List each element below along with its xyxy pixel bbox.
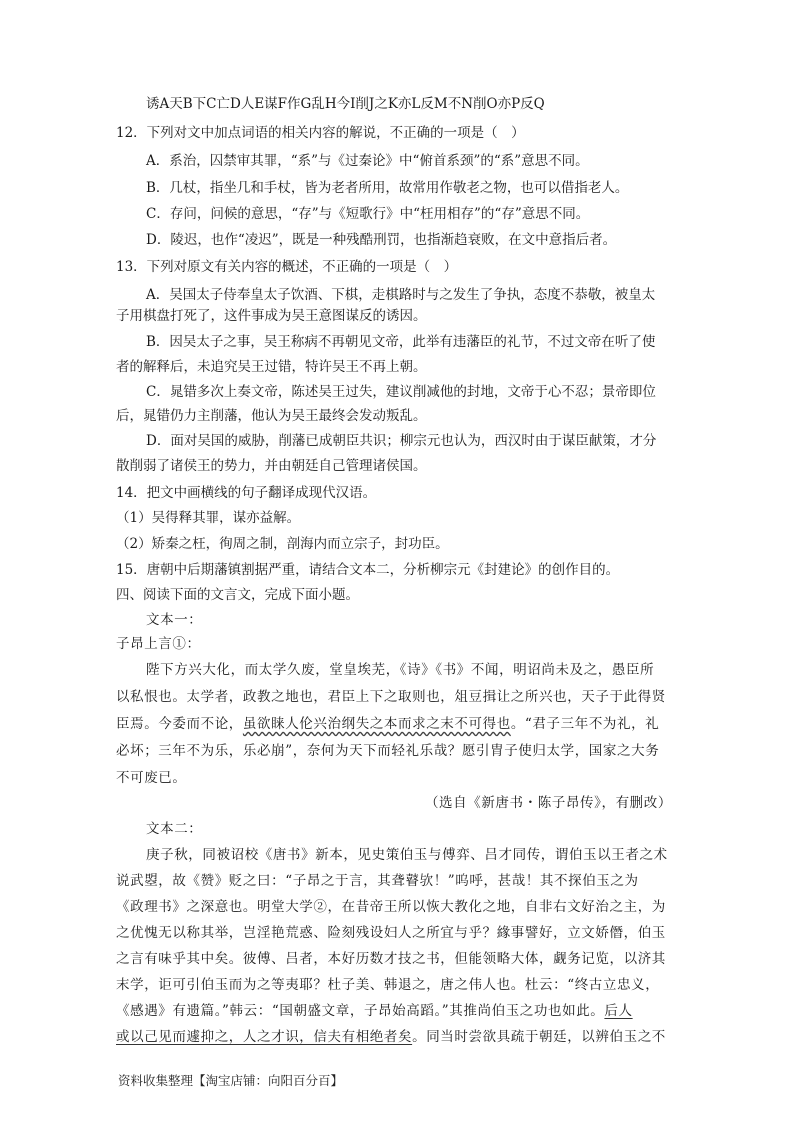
text1-para-line2: 以私恨也。太学者，政教之地也，君臣上下之取则也，俎豆揖让之所兴也，天子于此得贤 xyxy=(116,689,666,705)
q13-option-a-line1: A．吴国太子侍奉皇太子饮酒、下棋，走棋路时与之发生了争执，态度不恭敬，被皇太 xyxy=(146,287,656,303)
text2-para-line2: 说武曌，故《赞》贬之曰：“子昂之于言，其聋瞽欤！”呜呼，甚哉！其不探伯玉之为 xyxy=(116,873,639,889)
q13-option-b-line2: 者的解释后，未追究吴王过错，特许吴王不再上朝。 xyxy=(116,359,427,375)
q13-stem: 13．下列对原文有关内容的概述，不正确的一项是（ ） xyxy=(116,259,458,275)
options-line: 诱A天B下C亡D人E谋F作G乱H今I削J之K亦L反M不N削O亦P反Q xyxy=(146,96,545,112)
underlined-sentence-end: 或以己见而遽抑之，人之才识，信夫有相绝者矣 xyxy=(116,1029,413,1045)
text2-para-line3: 《政理书》之深意也。明堂大学②，在昔帝王所以恢大教化之地，自非右文好治之主，为 xyxy=(116,899,666,915)
text2-para-line5: 之言有味乎其中矣。彼傅、吕者，本好历数才技之书，但能领略大体，觑务记览，以济其 xyxy=(116,951,666,967)
q13-option-a-line2: 子用棋盘打死了，这件事成为吴王意图谋反的诱因。 xyxy=(116,308,427,324)
text1-para-line4: 必坏；三年不为乐，乐必崩”，奈何为天下而轻礼乐哉？愿引胄子使归太学，国家之大务 xyxy=(116,743,660,759)
wavy-underlined-sentence: 虽欲睐人伦兴治纲失之本而求之末不可得也 xyxy=(242,716,511,732)
section-4-heading: 四、阅读下面的文言文，完成下面小题。 xyxy=(116,587,359,603)
text2-para-line1: 庚子秋，同被诏校《唐书》新本，见史策伯玉与傅弈、吕才同传，谓伯玉以王者之术 xyxy=(146,847,668,863)
text2-para-line6: 末学，讵可引伯玉而为之等夷耶？杜子美、韩退之，唐之伟人也。杜云：“终古立忠义， xyxy=(116,977,660,993)
underlined-sentence-start: 后人 xyxy=(604,1003,633,1019)
text2-para-line8 xyxy=(0,1028,800,1046)
q13-option-c-line1: C．晁错多次上奏文帝，陈述吴王过失，建议削减他的封地，文帝于心不忍；景帝即位 xyxy=(146,384,656,400)
text1-label: 文本一： xyxy=(146,612,203,628)
text1-para-line3 xyxy=(0,715,800,733)
text2-label: 文本二： xyxy=(146,821,203,837)
q12-stem: 12．下列对文中加点词语的相关内容的解说，不正确的一项是（ ） xyxy=(116,125,525,141)
q13-option-b-line1: B．因吴太子之事，吴王称病不再朝见文帝，此举有违藩臣的礼节，不过文帝在听了使 xyxy=(146,334,656,350)
text2-line8-text: 。同当时尝欲具疏于朝廷，以辨伯玉之不 xyxy=(412,1029,666,1045)
text1-line3-start: 臣焉。今委而不论， xyxy=(116,716,243,732)
q15-stem: 15．唐朝中后期藩镇割据严重，请结合文本二，分析柳宗元《封建论》的创作目的。 xyxy=(116,562,620,578)
q14-sentence-1: （1）吴得释其罪，谋亦益解。 xyxy=(116,510,301,526)
text1-line3-end: 。“君子三年不为礼，礼 xyxy=(510,716,660,732)
q12-option-b: B．几杖，指坐几和手杖，皆为老者所用，故常用作敬老之物，也可以借指老人。 xyxy=(146,180,629,196)
q12-option-a: A．系治，囚禁审其罪，“系”与《过秦论》中“俯首系颈”的“系”意思不同。 xyxy=(146,153,589,169)
q13-option-d-line2: 散削弱了诸侯王的势力，并由朝廷自己管理诸侯国。 xyxy=(116,458,427,474)
text1-intro: 子昂上言①： xyxy=(116,636,201,652)
q12-option-c: C．存问，问候的意思，“存”与《短歌行》中“枉用相存”的“存”意思不同。 xyxy=(146,206,590,222)
text2-para-line7 xyxy=(0,1002,800,1020)
q14-stem: 14．把文中画横线的句子翻译成现代汉语。 xyxy=(116,485,377,501)
q14-sentence-2: （2）矫秦之枉，徇周之制，剖海内而立宗子，封功臣。 xyxy=(116,536,449,552)
q13-option-c-line2: 后，晁错仍力主削藩，他认为吴王最终会发动叛乱。 xyxy=(116,408,427,424)
footer-note: 资料收集整理【淘宝店铺：向阳百分百】 xyxy=(118,1073,344,1088)
text1-para-line1: 陛下方兴大化，而太学久废，堂皇埃芜，《诗》《书》不闻，明诏尚未及之，愚臣所 xyxy=(146,662,655,678)
q12-option-d: D．陵迟，也作“凌迟”，既是一种残酷刑罚，也指渐趋衰败，在文中意指后者。 xyxy=(146,232,617,248)
text1-para-line5: 不可废已。 xyxy=(116,770,187,786)
q13-option-d-line1: D．面对吴国的威胁，削藩已成朝臣共识；柳宗元也认为，西汉时由于谋臣献策，才分 xyxy=(146,433,657,449)
text2-line7-text: 《感遇》有遗篇。”韩云：“国朝盛文章，子昂始高蹈。”其推尚伯玉之功也如此。 xyxy=(116,1003,605,1019)
text2-para-line4: 之优愧无以称其举，岂淫艳荒惑、险刻残设妇人之所宜与乎？緣事譬好，立文娇僭，伯玉 xyxy=(116,925,666,941)
text1-source: （选自《新唐书・陈子昂传》，有删改） xyxy=(424,795,672,811)
